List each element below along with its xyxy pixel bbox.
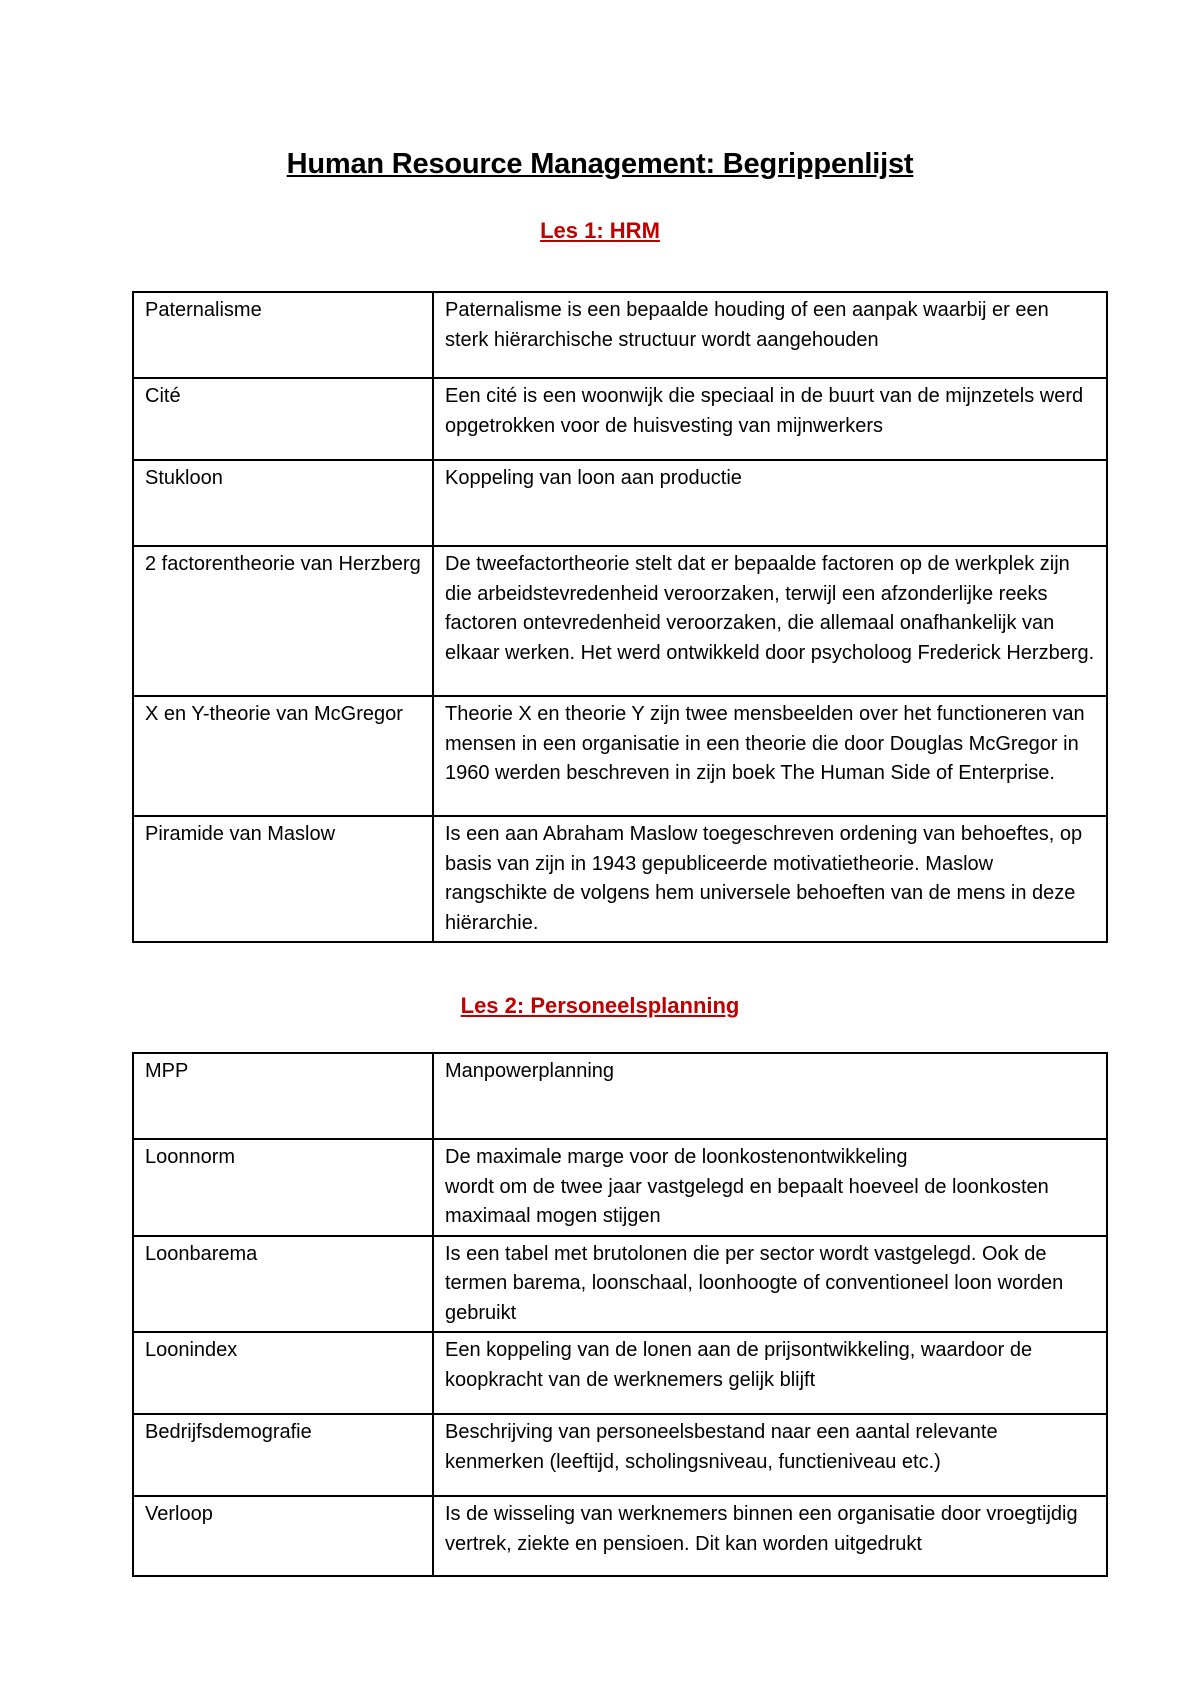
table-row — [133, 1053, 1107, 1139]
term-cell: Loonnorm — [133, 1139, 433, 1236]
table-row — [133, 1414, 1107, 1496]
definition-cell: Is een aan Abraham Maslow toegeschreven ordening van behoeftes, op basis van zijn in 1943 gepubliceerde motivatietheorie. Maslow rangschikte de volgens hem universele behoeften van de mens in deze hiërarchie. — [433, 816, 1107, 942]
definition-cell: Koppeling van loon aan productie — [433, 460, 1107, 546]
definition-cell: Een cité is een woonwijk die speciaal in de buurt van de mijnzetels werd opgetrokken voor de huisvesting van mijnwerkers — [433, 378, 1107, 460]
definition-cell: Theorie X en theorie Y zijn twee mensbeelden over het functioneren van mensen in een organisatie in een theorie die door Douglas McGregor in 1960 werden beschreven in zijn boek The Human Side of Enterprise. — [433, 696, 1107, 816]
term-cell: Paternalisme — [133, 292, 433, 378]
section-heading-les-2: Les 2: Personeelsplanning — [460, 993, 740, 1018]
definition-cell: Manpowerplanning — [433, 1053, 1107, 1139]
definition-cell: De tweefactortheorie stelt dat er bepaalde factoren op de werkplek zijn die arbeidstevredenheid veroorzaken, terwijl een afzonderlijke reeks factoren ontevredenheid veroorzaken, die allemaal onafhankelijk van elkaar werken. Het werd ontwikkeld door psycholoog Frederick Herzberg. — [433, 546, 1107, 696]
table-row — [133, 1139, 1107, 1236]
term-cell: Verloop — [133, 1496, 433, 1576]
definition-cell: Is de wisseling van werknemers binnen een organisatie door vroegtijdig vertrek, ziekte en pensioen. Dit kan worden uitgedrukt — [433, 1496, 1107, 1576]
term-cell: X en Y-theorie van McGregor — [133, 696, 433, 816]
table-row — [133, 292, 1107, 378]
table-row — [133, 696, 1107, 816]
term-cell: Loonbarema — [133, 1236, 433, 1333]
table-row — [133, 816, 1107, 942]
term-cell: Cité — [133, 378, 433, 460]
term-cell: Piramide van Maslow — [133, 816, 433, 942]
glossary-table-les-1 — [132, 291, 1108, 943]
definition-cell: Beschrijving van personeelsbestand naar een aantal relevante kenmerken (leeftijd, scholingsniveau, functieniveau etc.) — [433, 1414, 1107, 1496]
definition-cell: Paternalisme is een bepaalde houding of een aanpak waarbij er een sterk hiërarchische structuur wordt aangehouden — [433, 292, 1107, 378]
definition-cell: Een koppeling van de lonen aan de prijsontwikkeling, waardoor de koopkracht van de werknemers gelijk blijft — [433, 1332, 1107, 1414]
definition-line: De maximale marge voor de loonkostenontwikkeling — [445, 1146, 908, 1168]
table-row — [133, 460, 1107, 546]
table-row — [133, 378, 1107, 460]
table-row — [133, 1332, 1107, 1414]
document-title: Human Resource Management: Begrippenlijst — [286, 148, 914, 180]
definition-line: wordt om de twee jaar vastgelegd en bepaalt hoeveel de loonkosten maximaal mogen stijgen — [445, 1175, 1049, 1227]
glossary-table-les-2 — [132, 1052, 1108, 1577]
definition-cell: Is een tabel met brutolonen die per sector wordt vastgelegd. Ook de termen barema, loonschaal, loonhoogte of conventioneel loon worden gebruikt — [433, 1236, 1107, 1333]
term-cell: 2 factorentheorie van Herzberg — [133, 546, 433, 696]
term-cell: Stukloon — [133, 460, 433, 546]
term-cell: Loonindex — [133, 1332, 433, 1414]
section-heading-les-1: Les 1: HRM — [540, 218, 660, 243]
term-cell: MPP — [133, 1053, 433, 1139]
table-row — [133, 1236, 1107, 1333]
term-cell: Bedrijfsdemografie — [133, 1414, 433, 1496]
table-row — [133, 1496, 1107, 1576]
table-row — [133, 546, 1107, 696]
definition-cell — [433, 1139, 1107, 1236]
